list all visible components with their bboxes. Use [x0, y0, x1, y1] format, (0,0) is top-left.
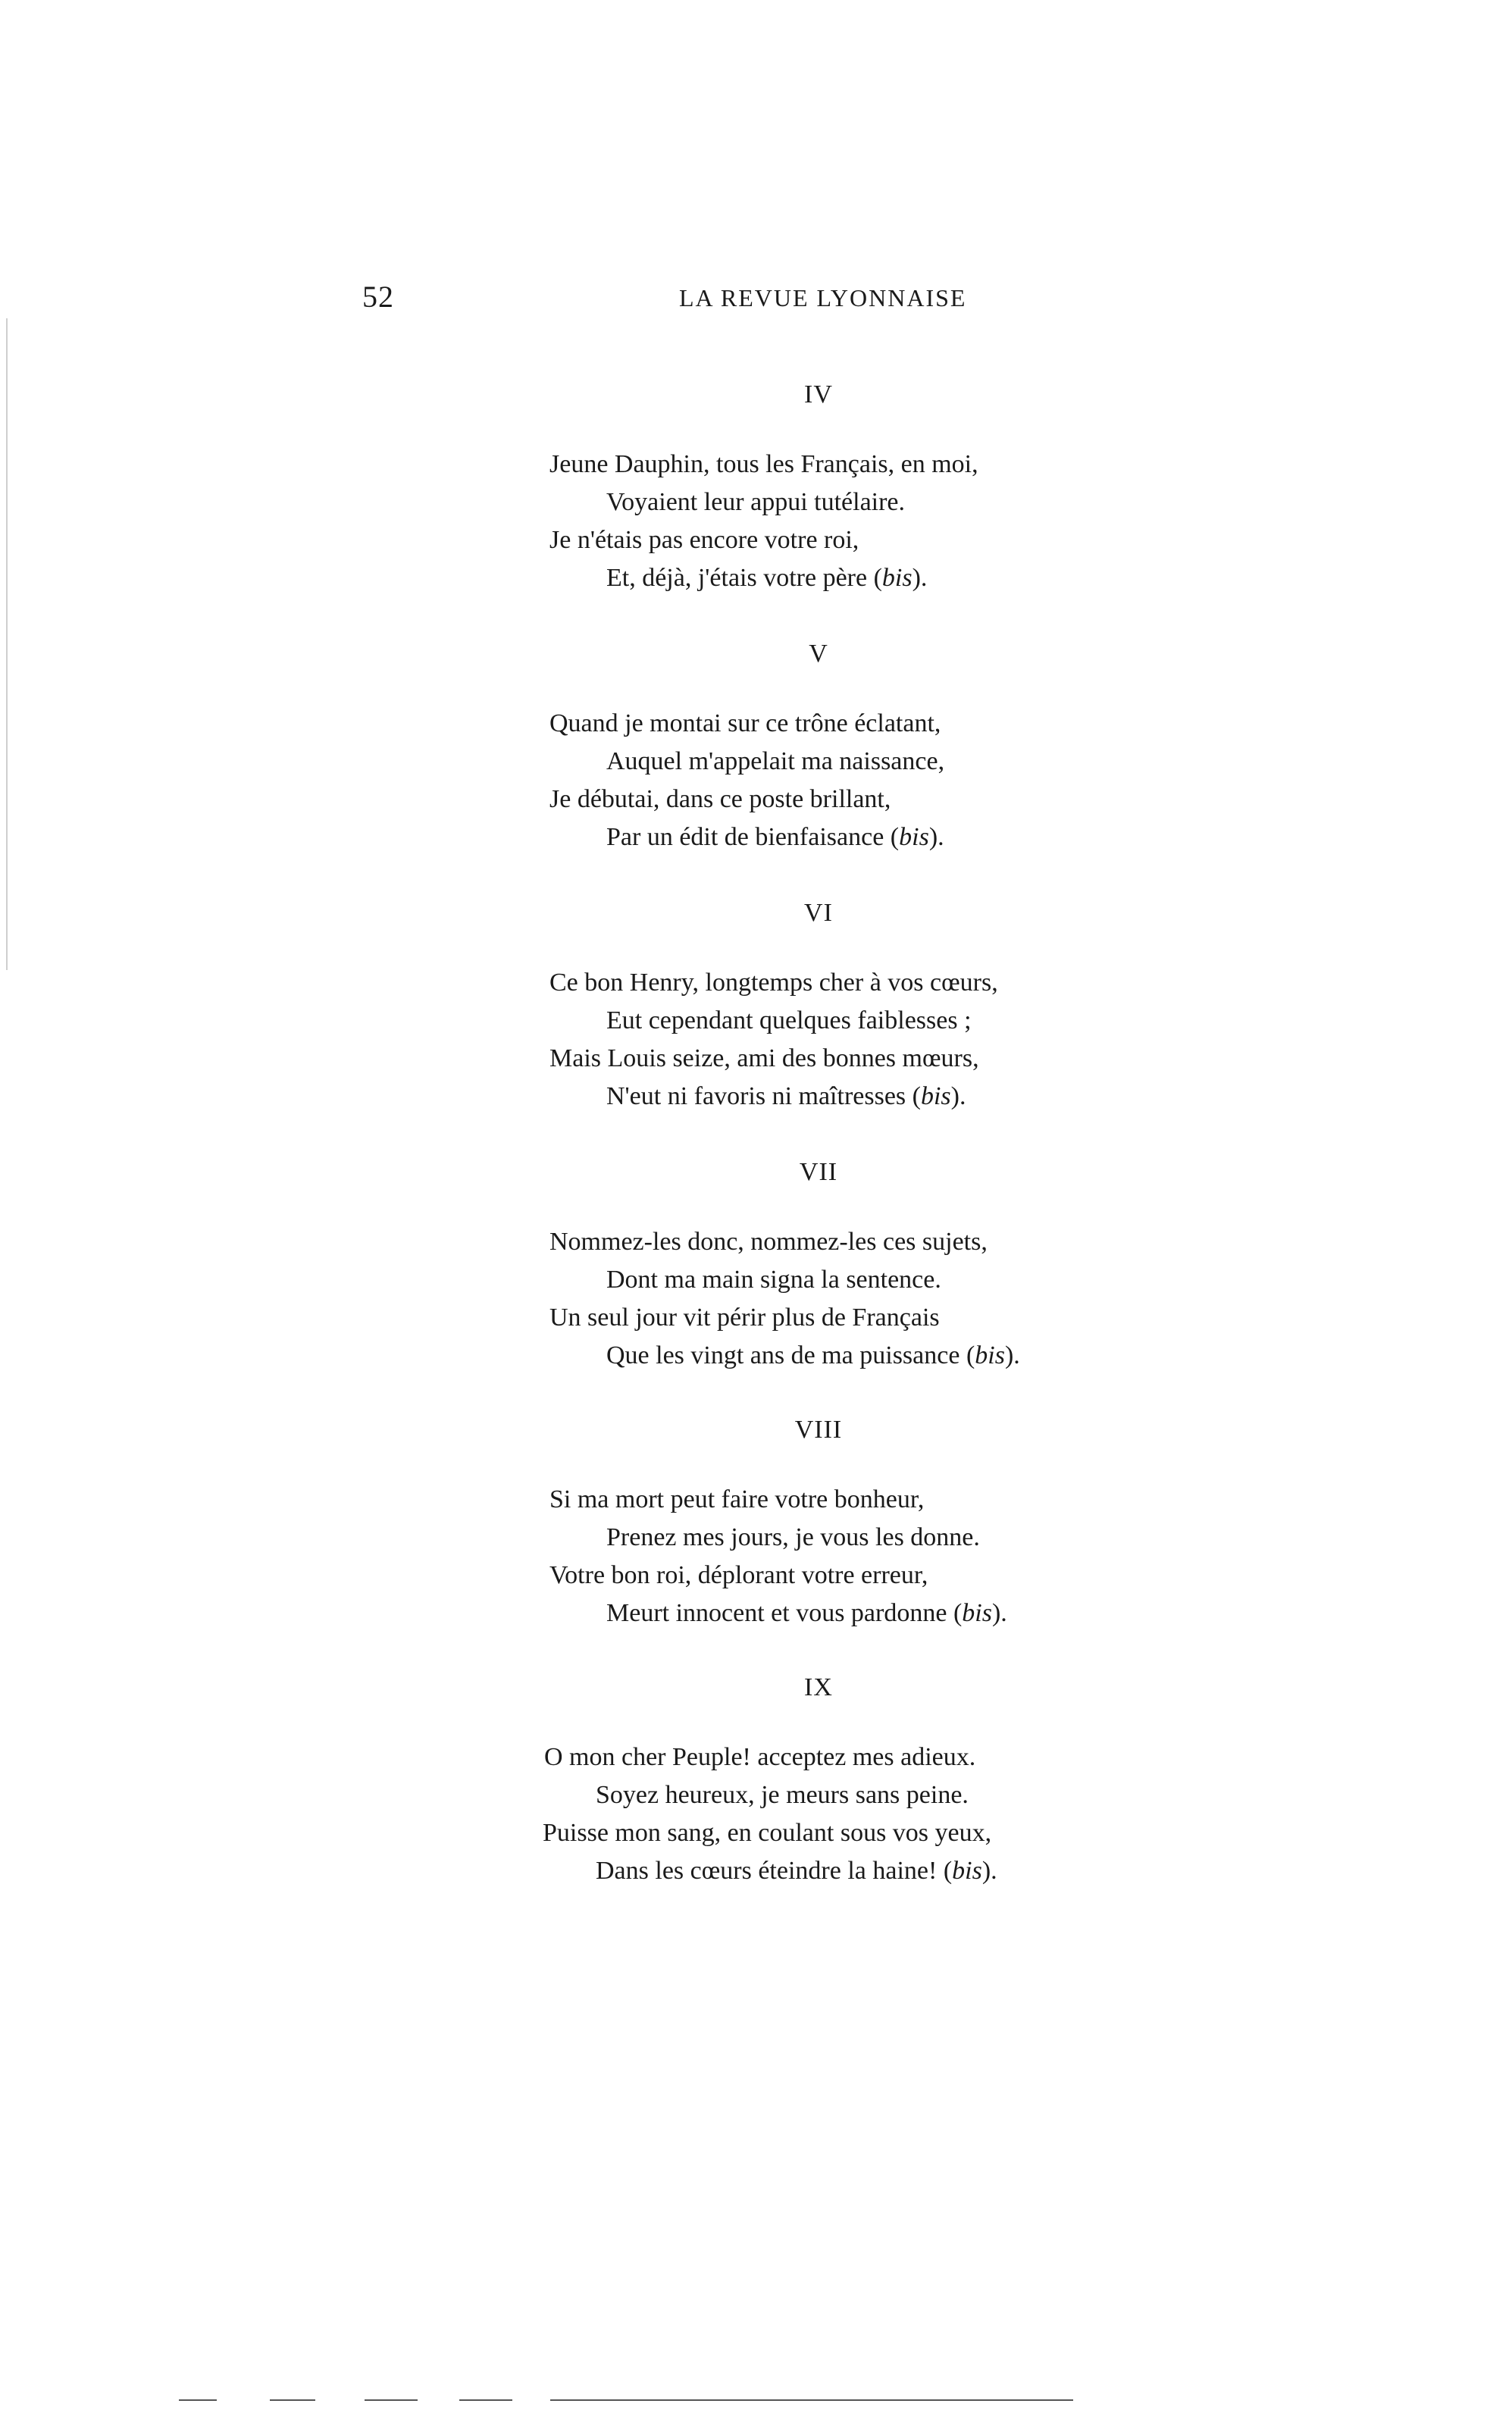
verse-line: Dans les cœurs éteindre la haine! (bis). [596, 1857, 997, 1885]
verse-line: Prenez mes jours, je vous les donne. [606, 1523, 980, 1551]
verse-line: Meurt innocent et vous pardonne (bis). [606, 1599, 1007, 1627]
refrain-mark: bis [881, 564, 913, 592]
verse-line: Eut cependant quelques faiblesses ; [606, 1006, 972, 1034]
verse-line: Par un édit de bienfaisance (bis). [606, 823, 944, 851]
refrain-mark: bis [920, 1082, 951, 1110]
bottom-rule [179, 2399, 1073, 2401]
refrain-mark: bis [952, 1857, 982, 1885]
stanza-number: VIII [794, 1416, 843, 1444]
verse-line: Jeune Dauphin, tous les Français, en moi, [549, 450, 978, 478]
verse-line: Auquel m'appelait ma naissance, [606, 747, 945, 775]
verse-line: Je n'étais pas encore votre roi, [549, 526, 859, 554]
stanza-number: IV [804, 380, 833, 408]
verse-line: Quand je montai sur ce trône éclatant, [549, 709, 941, 737]
refrain-mark: bis [899, 823, 929, 851]
stanza-number: V [809, 640, 828, 668]
verse-line: Ce bon Henry, longtemps cher à vos cœurs, [549, 969, 998, 997]
verse-line: Que les vingt ans de ma puissance (bis). [606, 1341, 1020, 1369]
verse-line: O mon cher Peuple! acceptez mes adieux. [544, 1743, 976, 1771]
page-number: 52 [362, 280, 394, 314]
verse-line: Voyaient leur appui tutélaire. [606, 488, 906, 516]
stanza-number: VII [799, 1158, 838, 1186]
verse-line: Je débutai, dans ce poste brillant, [549, 785, 891, 813]
verse-line: Mais Louis seize, ami des bonnes mœurs, [549, 1044, 979, 1072]
stanza-number: VI [804, 899, 833, 927]
verse-line: Soyez heureux, je meurs sans peine. [596, 1781, 969, 1809]
verse-line: Et, déjà, j'étais votre père (bis). [606, 564, 928, 592]
verse-line: Puisse mon sang, en coulant sous vos yeux, [543, 1819, 992, 1847]
refrain-mark: bis [962, 1599, 992, 1627]
verse-line: Dont ma main signa la sentence. [606, 1266, 941, 1294]
verse-line: Si ma mort peut faire votre bonheur, [549, 1485, 925, 1513]
refrain-mark: bis [975, 1341, 1005, 1369]
running-head: LA REVUE LYONNAISE [679, 284, 967, 311]
verse-line: Un seul jour vit périr plus de Français [549, 1304, 940, 1332]
verse-line: N'eut ni favoris ni maîtresses (bis). [606, 1082, 966, 1110]
page-edge-rule [6, 318, 8, 970]
verse-line: Votre bon roi, déplorant votre erreur, [549, 1561, 928, 1589]
verse-line: Nommez-les donc, nommez-les ces sujets, [549, 1228, 988, 1256]
stanza-number: IX [804, 1673, 833, 1701]
